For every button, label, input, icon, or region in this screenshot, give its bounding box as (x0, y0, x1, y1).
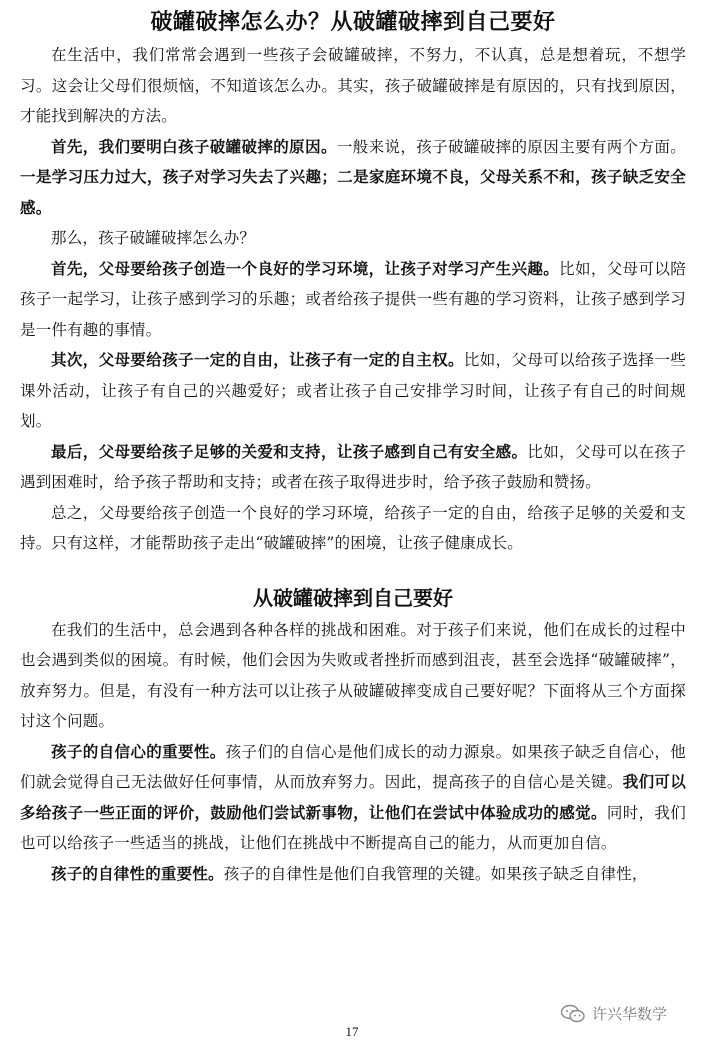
bold-text: 最后，父母要给孩子足够的关爱和支持，让孩子感到自己有安全感。 (51, 441, 528, 461)
watermark (560, 1003, 667, 1024)
paragraph-text: 在我们的生活中，总会遇到各种各样的挑战和困难。对于孩子们来说，他们在成长的过程中也会遇到类似的困境。有时候，他们会因为失败或者挫折而感到沮丧，甚至会选择“破罐破摔”，放弃努力。但是，有没有一种方法可以让孩子从破罐破摔变成自己要好呢？下面将从三个方面探讨这个问题。 (20, 620, 686, 730)
paragraph (20, 859, 686, 890)
paragraph-text: 孩子们的自信心是他们成长的动力源泉。如果孩子缺乏自信心，他们就会觉得自己无法做好任何事情，从而放弃努力。因此，提高孩子的自信心是关键。 (20, 742, 686, 791)
paragraph-text: 在生活中，我们常常会遇到一些孩子会破罐破摔，不努力，不认真，总是想着玩，不想学习。这会让父母们很烦恼，不知道该怎么办。其实，孩子破罐破摔是有原因的，只有找到原因，才能找到解决的方法。 (20, 46, 686, 125)
paragraph-text: 那么，孩子破罐破摔怎么办？ (51, 229, 256, 247)
wechat-icon (560, 1004, 586, 1024)
section-heading: 从破罐破摔到自己要好 (253, 585, 453, 610)
paragraph-text: 一般来说，孩子破罐破摔的原因主要有两个方面。 (336, 137, 686, 156)
paragraph (20, 254, 686, 346)
paragraph-text: 比如，父母可以陪孩子一起学习，让孩子感到学习的乐趣；或者给孩子提供一些有趣的学习资料，让孩子感到学习是一件有趣的事情。 (20, 259, 686, 339)
page-title: 破罐破摔怎么办？从破罐破摔到自己要好 (150, 9, 556, 35)
paragraph (20, 132, 686, 224)
paragraph (20, 737, 686, 859)
watermark-text: 许兴华数学 (592, 1005, 668, 1023)
paragraph-text: 孩子的自律性是他们自我管理的关键。如果孩子缺乏自律性， (223, 864, 648, 883)
bold-text: 首先，我们要明白孩子破罐破摔的原因。 (51, 136, 337, 156)
bold-text: 孩子的自信心的重要性。 (51, 741, 226, 761)
paragraph-text: 同时，我们也可以给孩子一些适当的挑战，让他们在挑战中不断提高自己的能力，从而更加自信。 (20, 803, 686, 852)
bold-text: 一是学习压力过大，孩子对学习失去了兴趣；二是家庭环境不良，父母关系不和，孩子缺乏安全感。 (20, 167, 686, 217)
document-page (20, 4, 686, 889)
paragraph (20, 498, 686, 559)
paragraph (20, 345, 686, 437)
paragraph-text: 总之，父母要给孩子创造一个良好的学习环境，给孩子一定的自由，给孩子足够的关爱和支持。只有这样，才能帮助孩子走出“破罐破摔”的困境，让孩子健康成长。 (20, 503, 686, 552)
paragraph-text: 比如，父母可以给孩子选择一些课外活动，让孩子有自己的兴趣爱好；或者让孩子自己安排学习时间，让孩子有自己的时间规划。 (20, 351, 686, 430)
bold-text: 孩子的自律性的重要性。 (51, 863, 224, 883)
paragraph (20, 437, 686, 498)
paragraph (20, 223, 686, 254)
bold-text: 首先，父母要给孩子创造一个良好的学习环境，让孩子对学习产生兴趣。 (51, 258, 560, 278)
page-number: 17 (345, 1024, 359, 1039)
paragraph (20, 40, 686, 132)
paragraph (20, 615, 686, 737)
bold-text: 其次，父母要给孩子一定的自由，让孩子有一定的自主权。 (51, 350, 464, 369)
bold-text: 我们可以多给孩子一些正面的评价，鼓励他们尝试新事物，让他们在尝试中体验成功的感觉。 (20, 772, 686, 822)
paragraph-text: 比如，父母可以在孩子遇到困难时，给予孩子帮助和支持；或者在孩子取得进步时，给予孩子鼓励和赞扬。 (20, 442, 686, 491)
